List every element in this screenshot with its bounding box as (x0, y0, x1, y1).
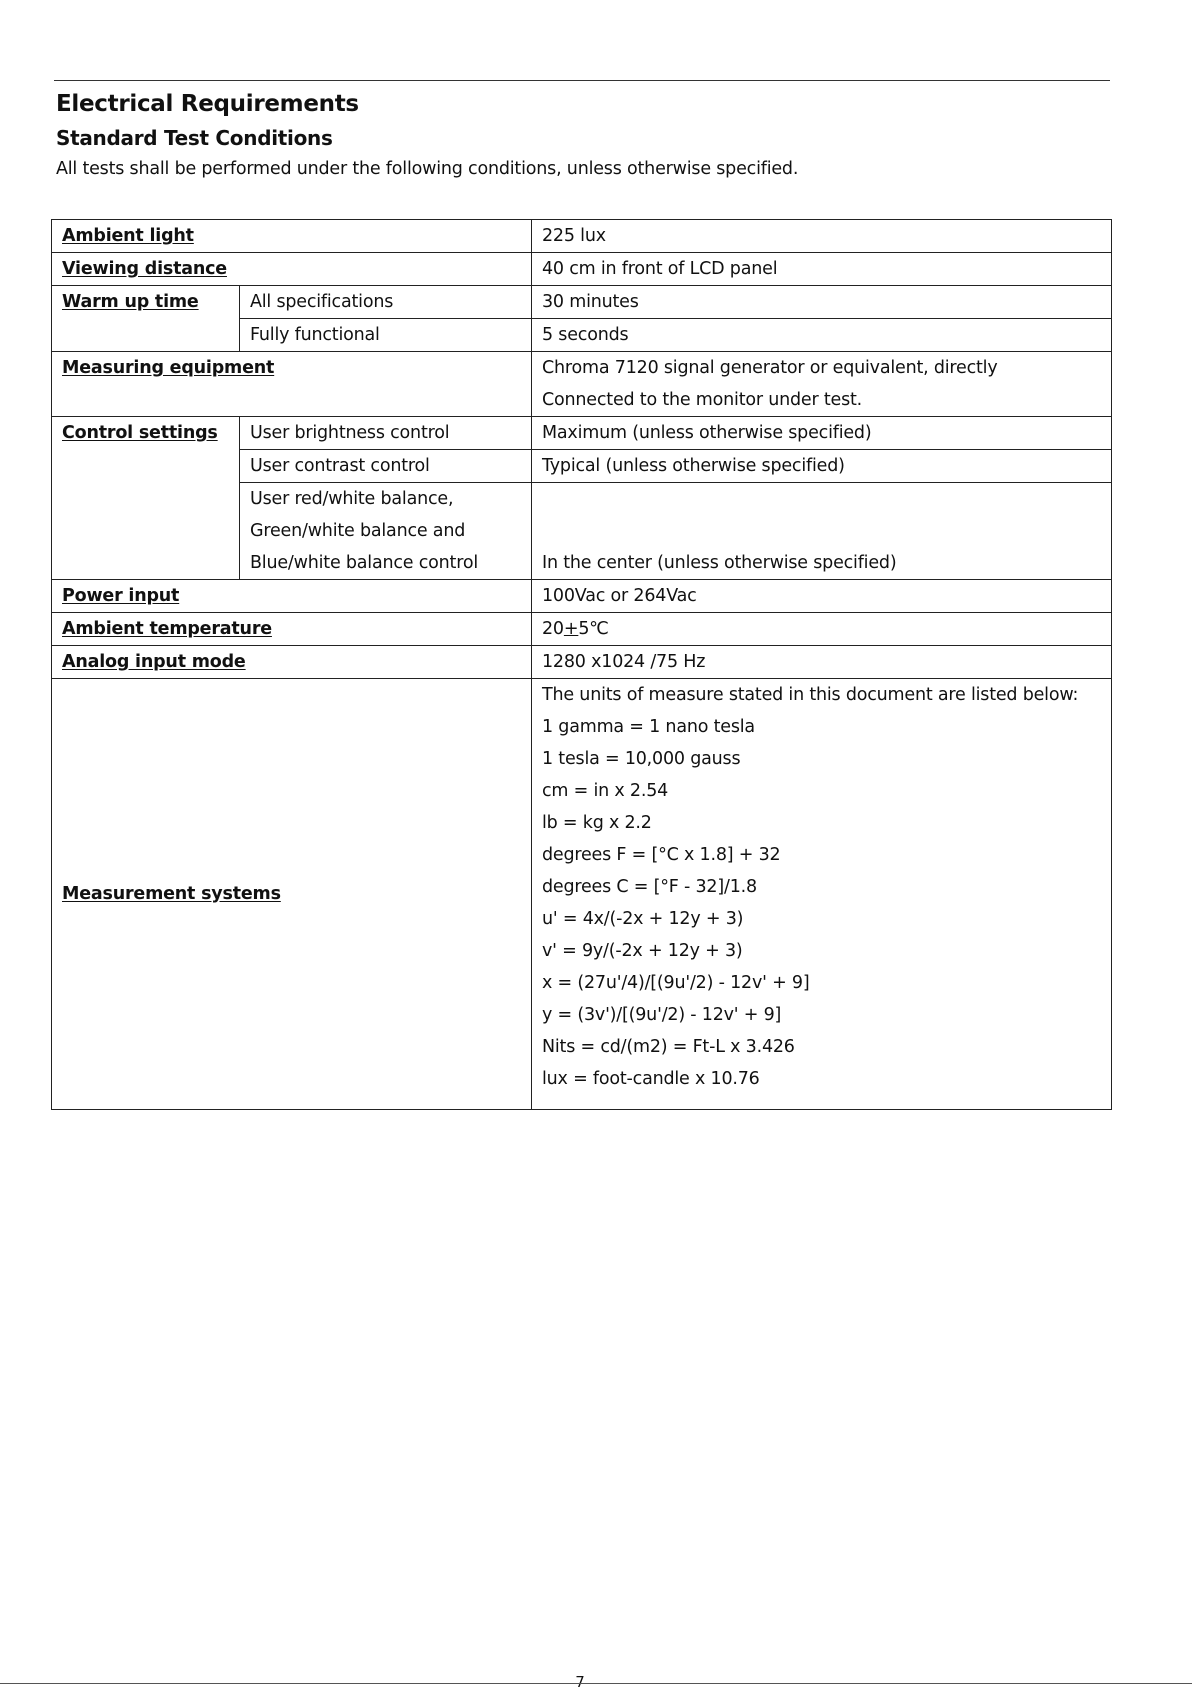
table-row (52, 646, 1112, 679)
temperature-base: 20 (542, 619, 564, 639)
warm-up-value: 30 minutes (532, 286, 1112, 319)
control-item: User brightness control (240, 417, 532, 450)
analog-input-mode-label: Analog input mode (62, 652, 246, 672)
measurement-systems-label: Measurement systems (62, 884, 281, 904)
units-line: y = (3v')/[(9u'/2) - 12v' + 9] (542, 1005, 782, 1025)
ambient-temperature-value (532, 613, 1112, 646)
warm-up-item: Fully functional (240, 319, 532, 352)
control-settings-label: Control settings (62, 423, 218, 443)
units-line: Nits = cd/(m2) = Ft-L x 3.426 (542, 1037, 795, 1057)
bottom-divider (0, 1683, 1192, 1684)
balance-item-line: Blue/white balance control (250, 553, 478, 573)
measuring-equipment-line: Connected to the monitor under test. (542, 390, 863, 410)
units-line: 1 gamma = 1 nano tesla (542, 717, 755, 737)
control-item: User contrast control (240, 450, 532, 483)
row-label-cell (52, 417, 240, 580)
test-conditions-table (51, 219, 1112, 1110)
table-row (52, 417, 1112, 450)
units-line: The units of measure stated in this document are listed below: (542, 685, 1079, 705)
ambient-light-label: Ambient light (62, 226, 194, 246)
ambient-light-value: 225 lux (532, 220, 1112, 253)
warm-up-value: 5 seconds (532, 319, 1112, 352)
row-label-cell (52, 613, 532, 646)
page-number: 7 (575, 1673, 585, 1691)
units-line: 1 tesla = 10,000 gauss (542, 749, 741, 769)
warm-up-item: All specifications (240, 286, 532, 319)
units-line: u' = 4x/(-2x + 12y + 3) (542, 909, 744, 929)
units-line: cm = in x 2.54 (542, 781, 669, 801)
power-input-label: Power input (62, 586, 180, 606)
row-label-cell (52, 580, 532, 613)
temperature-tolerance: 5℃ (578, 619, 609, 639)
analog-input-mode-value: 1280 x1024 /75 Hz (532, 646, 1112, 679)
page-title: Electrical Requirements (56, 91, 359, 117)
row-label-cell (52, 352, 532, 417)
table-row (52, 220, 1112, 253)
power-input-value: 100Vac or 264Vac (532, 580, 1112, 613)
measurement-systems-value (532, 679, 1112, 1110)
viewing-distance-label: Viewing distance (62, 259, 227, 279)
control-value: Typical (unless otherwise specified) (532, 450, 1112, 483)
units-line: degrees C = [°F - 32]/1.8 (542, 877, 757, 897)
row-label-cell (52, 679, 532, 1110)
top-divider (54, 80, 1110, 81)
table-row (52, 352, 1112, 417)
row-label-cell (52, 220, 532, 253)
table-row (52, 286, 1112, 319)
table-row (52, 580, 1112, 613)
units-line: lux = foot-candle x 10.76 (542, 1069, 760, 1089)
row-label-cell (52, 646, 532, 679)
measuring-equipment-value (532, 352, 1112, 417)
balance-item-line: User red/white balance, (250, 489, 454, 509)
units-line: lb = kg x 2.2 (542, 813, 652, 833)
table-row (52, 613, 1112, 646)
control-item (240, 483, 532, 580)
units-line: v' = 9y/(-2x + 12y + 3) (542, 941, 743, 961)
warm-up-time-label: Warm up time (62, 292, 199, 312)
table-row (52, 253, 1112, 286)
row-label-cell (52, 253, 532, 286)
table-row (52, 679, 1112, 1110)
control-value: Maximum (unless otherwise specified) (532, 417, 1112, 450)
section-title: Standard Test Conditions (56, 126, 333, 150)
intro-text: All tests shall be performed under the following conditions, unless otherwise specified. (56, 159, 799, 179)
measuring-equipment-line: Chroma 7120 signal generator or equivalent, directly (542, 358, 998, 378)
units-line: degrees F = [°C x 1.8] + 32 (542, 845, 781, 865)
plus-minus-sign: + (563, 619, 579, 639)
row-label-cell (52, 286, 240, 352)
units-line: x = (27u'/4)/[(9u'/2) - 12v' + 9] (542, 973, 810, 993)
ambient-temperature-label: Ambient temperature (62, 619, 272, 639)
balance-item-line: Green/white balance and (250, 521, 466, 541)
measuring-equipment-label: Measuring equipment (62, 358, 275, 378)
viewing-distance-value: 40 cm in front of LCD panel (532, 253, 1112, 286)
control-value: In the center (unless otherwise specified) (532, 483, 1112, 580)
